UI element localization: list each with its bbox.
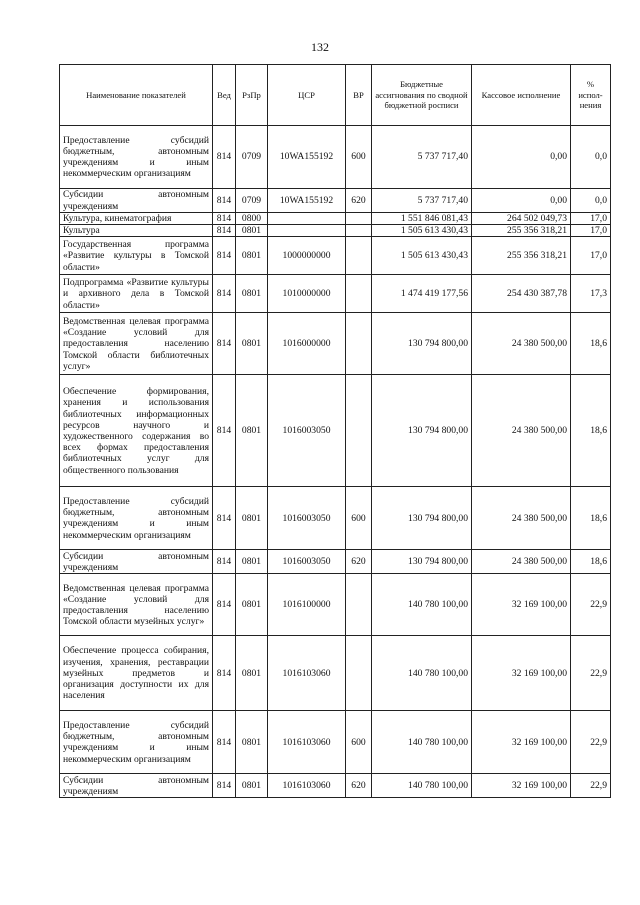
- cell-cash: 264 502 049,73: [472, 213, 571, 225]
- column-header-csr: ЦСР: [268, 65, 346, 126]
- cell-rzpr: 0709: [236, 189, 268, 213]
- cell-cash: 24 380 500,00: [472, 375, 571, 487]
- cell-ved: 814: [213, 636, 236, 711]
- cell-cash: 254 430 387,78: [472, 275, 571, 313]
- cell-percent: 22,9: [571, 774, 611, 798]
- cell-vr: [346, 313, 372, 375]
- cell-cash: 255 356 318,21: [472, 237, 571, 275]
- cell-vr: [346, 275, 372, 313]
- cell-csr: 1010000000: [268, 275, 346, 313]
- cell-percent: 18,6: [571, 313, 611, 375]
- cell-rzpr: 0801: [236, 225, 268, 237]
- cell-ved: 814: [213, 237, 236, 275]
- cell-csr: 1000000000: [268, 237, 346, 275]
- cell-name: Государственная программа «Развитие культуры в Томской области»: [60, 237, 213, 275]
- column-header-assignments: Бюджетные ассигнования по сводной бюджетной росписи: [372, 65, 472, 126]
- cell-cash: 0,00: [472, 189, 571, 213]
- cell-ved: 814: [213, 313, 236, 375]
- column-header-cash: Кассовое исполнение: [472, 65, 571, 126]
- cell-csr: 1016003050: [268, 375, 346, 487]
- cell-name: Субсидии автономным учреждениям: [60, 189, 213, 213]
- cell-name: Культура: [60, 225, 213, 237]
- cell-name: Субсидии автономным учреждениям: [60, 550, 213, 574]
- cell-ved: 814: [213, 275, 236, 313]
- cell-name: Предоставление субсидий бюджетным, автономным учреждениям и иным некоммерческим организациям: [60, 487, 213, 550]
- cell-ved: 814: [213, 126, 236, 189]
- cell-percent: 0,0: [571, 126, 611, 189]
- cell-vr: [346, 213, 372, 225]
- cell-ved: 814: [213, 550, 236, 574]
- cell-rzpr: 0801: [236, 636, 268, 711]
- column-header-percent: % испол-нения: [571, 65, 611, 126]
- cell-ved: 814: [213, 225, 236, 237]
- cell-assignments: 140 780 100,00: [372, 636, 472, 711]
- cell-rzpr: 0801: [236, 487, 268, 550]
- cell-assignments: 5 737 717,40: [372, 126, 472, 189]
- cell-assignments: 130 794 800,00: [372, 375, 472, 487]
- cell-csr: 1016103060: [268, 636, 346, 711]
- page-number: 132: [311, 40, 329, 54]
- cell-csr: 1016100000: [268, 574, 346, 636]
- cell-ved: 814: [213, 774, 236, 798]
- table-row: [60, 550, 611, 574]
- cell-ved: 814: [213, 189, 236, 213]
- table-row: [60, 237, 611, 275]
- cell-cash: 32 169 100,00: [472, 774, 571, 798]
- table-row: [60, 375, 611, 487]
- table-row: [60, 487, 611, 550]
- table-row: [60, 213, 611, 225]
- table-row: [60, 225, 611, 237]
- table-row: [60, 275, 611, 313]
- table-row: [60, 574, 611, 636]
- cell-vr: [346, 375, 372, 487]
- cell-percent: 22,9: [571, 636, 611, 711]
- cell-csr: [268, 225, 346, 237]
- cell-rzpr: 0801: [236, 550, 268, 574]
- cell-assignments: 130 794 800,00: [372, 550, 472, 574]
- cell-cash: 255 356 318,21: [472, 225, 571, 237]
- cell-csr: 1016000000: [268, 313, 346, 375]
- cell-percent: 17,0: [571, 225, 611, 237]
- cell-name: Ведомственная целевая программа «Создание условий для предоставления населению Томской области музейных услуг»: [60, 574, 213, 636]
- table-row: [60, 711, 611, 774]
- table-row: [60, 189, 611, 213]
- table-row: [60, 636, 611, 711]
- cell-vr: [346, 636, 372, 711]
- cell-cash: 24 380 500,00: [472, 487, 571, 550]
- cell-ved: 814: [213, 375, 236, 487]
- cell-cash: 32 169 100,00: [472, 574, 571, 636]
- cell-assignments: 1 505 613 430,43: [372, 225, 472, 237]
- cell-cash: 24 380 500,00: [472, 313, 571, 375]
- cell-csr: 1016103060: [268, 774, 346, 798]
- cell-cash: 32 169 100,00: [472, 636, 571, 711]
- cell-name: Обеспечение процесса собирания, изучения, хранения, реставрации музейных предметов и организация доступности их для населения: [60, 636, 213, 711]
- cell-rzpr: 0801: [236, 711, 268, 774]
- cell-vr: 600: [346, 487, 372, 550]
- cell-vr: 620: [346, 774, 372, 798]
- column-header-rzpr: РзПр: [236, 65, 268, 126]
- table-row: [60, 313, 611, 375]
- cell-percent: 22,9: [571, 711, 611, 774]
- cell-rzpr: 0801: [236, 237, 268, 275]
- cell-ved: 814: [213, 711, 236, 774]
- cell-assignments: 130 794 800,00: [372, 487, 472, 550]
- cell-name: Предоставление субсидий бюджетным, автономным учреждениям и иным некоммерческим организациям: [60, 126, 213, 189]
- cell-percent: 17,3: [571, 275, 611, 313]
- cell-ved: 814: [213, 487, 236, 550]
- cell-name: Культура, кинематография: [60, 213, 213, 225]
- cell-rzpr: 0801: [236, 313, 268, 375]
- cell-assignments: 130 794 800,00: [372, 313, 472, 375]
- cell-vr: [346, 225, 372, 237]
- cell-rzpr: 0800: [236, 213, 268, 225]
- cell-rzpr: 0801: [236, 275, 268, 313]
- column-header-vr: ВР: [346, 65, 372, 126]
- cell-cash: 32 169 100,00: [472, 711, 571, 774]
- cell-percent: 18,6: [571, 487, 611, 550]
- cell-percent: 17,0: [571, 213, 611, 225]
- cell-csr: 10WA155192: [268, 189, 346, 213]
- cell-cash: 0,00: [472, 126, 571, 189]
- table-header-row: [60, 65, 611, 126]
- cell-assignments: 1 551 846 081,43: [372, 213, 472, 225]
- cell-rzpr: 0801: [236, 375, 268, 487]
- cell-rzpr: 0709: [236, 126, 268, 189]
- cell-vr: 600: [346, 711, 372, 774]
- cell-percent: 22,9: [571, 574, 611, 636]
- cell-vr: [346, 574, 372, 636]
- cell-assignments: 140 780 100,00: [372, 774, 472, 798]
- cell-name: Предоставление субсидий бюджетным, автономным учреждениям и иным некоммерческим организациям: [60, 711, 213, 774]
- cell-csr: 1016003050: [268, 550, 346, 574]
- cell-assignments: 1 474 419 177,56: [372, 275, 472, 313]
- cell-csr: 1016003050: [268, 487, 346, 550]
- cell-csr: 10WA155192: [268, 126, 346, 189]
- column-header-ved: Вед: [213, 65, 236, 126]
- cell-percent: 18,6: [571, 550, 611, 574]
- cell-percent: 0,0: [571, 189, 611, 213]
- table-row: [60, 126, 611, 189]
- cell-vr: 600: [346, 126, 372, 189]
- cell-percent: 18,6: [571, 375, 611, 487]
- cell-ved: 814: [213, 213, 236, 225]
- cell-vr: 620: [346, 189, 372, 213]
- cell-cash: 24 380 500,00: [472, 550, 571, 574]
- cell-rzpr: 0801: [236, 574, 268, 636]
- cell-assignments: 140 780 100,00: [372, 574, 472, 636]
- cell-assignments: 140 780 100,00: [372, 711, 472, 774]
- cell-ved: 814: [213, 574, 236, 636]
- cell-name: Обеспечение формирования, хранения и использования библиотечных информационных ресурсов научного и художественного содержания во всех формах предоставления библиотечных услуг для общественного пользования: [60, 375, 213, 487]
- cell-name: Субсидии автономным учреждениям: [60, 774, 213, 798]
- cell-rzpr: 0801: [236, 774, 268, 798]
- cell-name: Подпрограмма «Развитие культуры и архивного дела в Томской области»: [60, 275, 213, 313]
- cell-vr: 620: [346, 550, 372, 574]
- cell-vr: [346, 237, 372, 275]
- cell-csr: [268, 213, 346, 225]
- cell-csr: 1016103060: [268, 711, 346, 774]
- cell-name: Ведомственная целевая программа «Создание условий для предоставления населению Томской области библиотечных услуг»: [60, 313, 213, 375]
- cell-assignments: 1 505 613 430,43: [372, 237, 472, 275]
- budget-table: [59, 64, 611, 798]
- column-header-name: Наименование показателей: [60, 65, 213, 126]
- cell-assignments: 5 737 717,40: [372, 189, 472, 213]
- table-row: [60, 774, 611, 798]
- cell-percent: 17,0: [571, 237, 611, 275]
